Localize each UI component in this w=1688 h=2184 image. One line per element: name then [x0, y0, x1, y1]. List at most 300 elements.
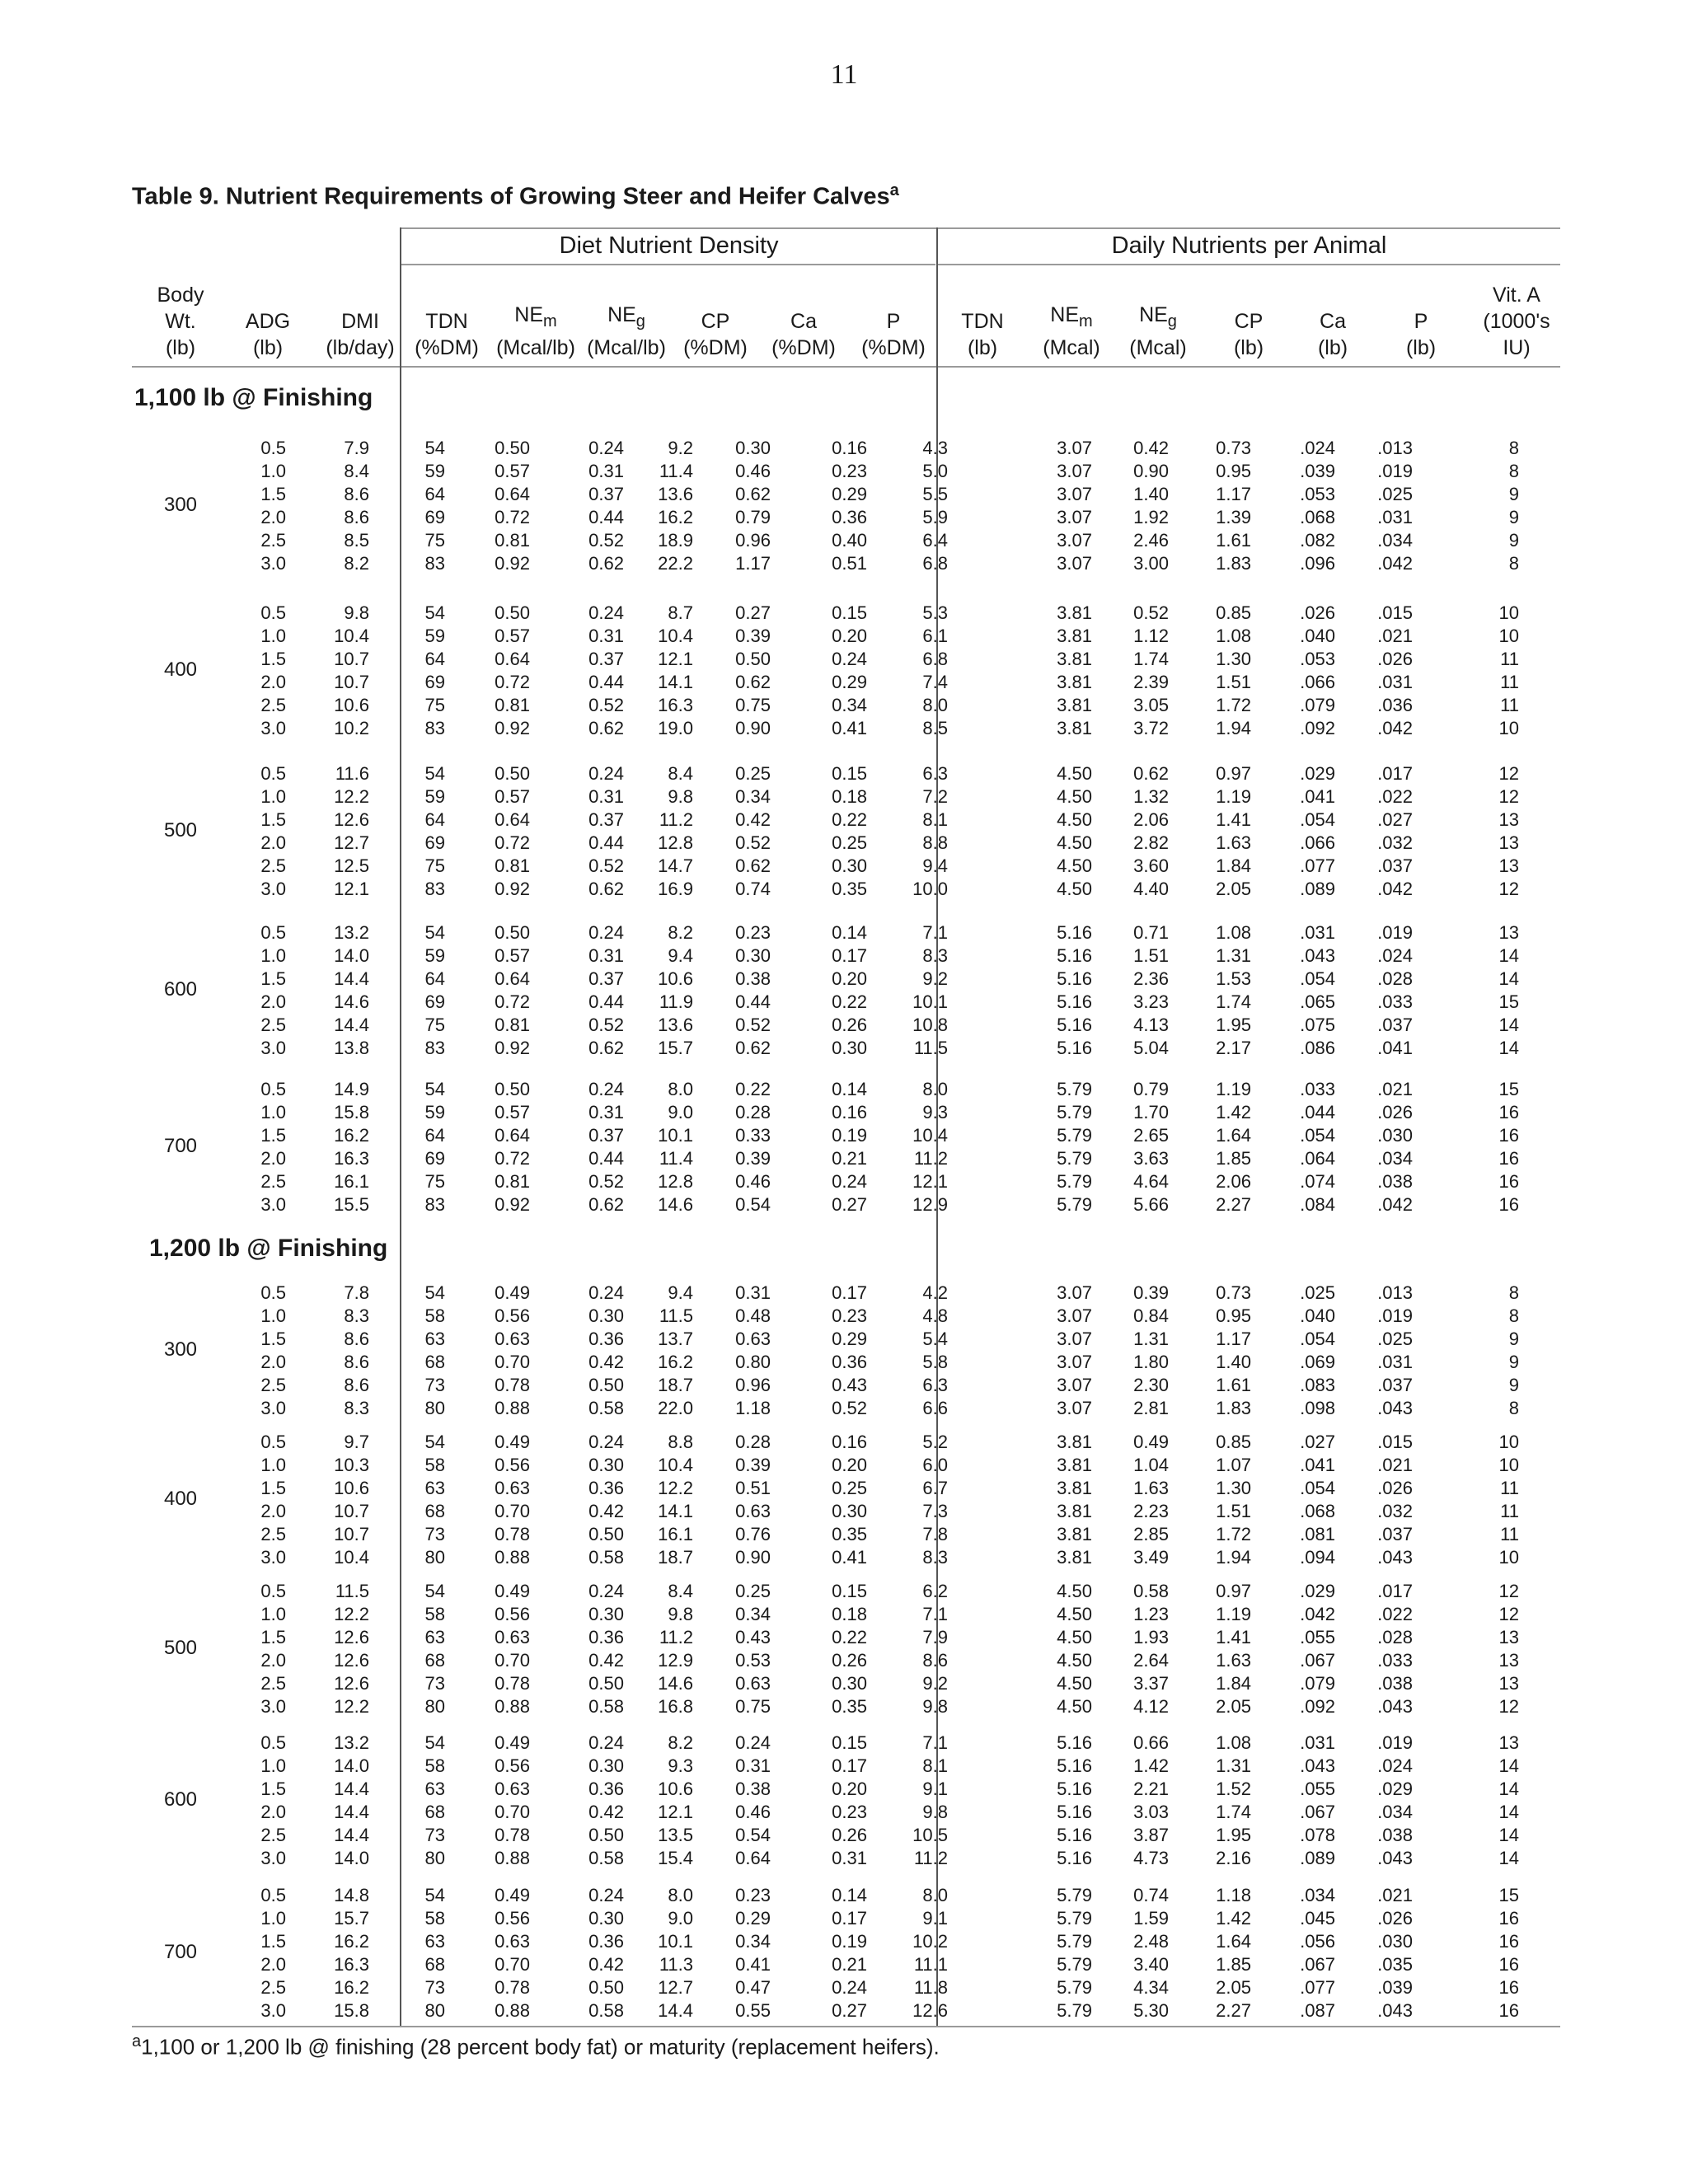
table-cell: 59 [424, 786, 445, 807]
table-cell: 0.15 [832, 1732, 867, 1753]
table-cell: 13 [1498, 1627, 1519, 1647]
table-cell: 8.5 [922, 718, 948, 738]
table-cell: 1.95 [1216, 1825, 1251, 1845]
table-cell: 10.4 [658, 1455, 693, 1475]
table-cell: 0.5 [260, 763, 286, 784]
table-cell: 10.6 [658, 968, 693, 989]
table-cell: 0.15 [832, 602, 867, 623]
column-header-name: TDN [961, 310, 1004, 333]
top-rule [400, 227, 1560, 229]
table-cell: .025 [1300, 1282, 1335, 1303]
table-cell: 0.53 [735, 1650, 771, 1671]
column-header-line2 [607, 302, 645, 335]
table-cell: 14.6 [658, 1194, 693, 1215]
table-cell: 0.72 [495, 832, 530, 853]
table-cell: 2.5 [260, 695, 286, 715]
table-cell: 14 [1498, 1848, 1519, 1868]
table-cell: 1.41 [1216, 1627, 1251, 1647]
table-cell: 8.0 [922, 1885, 948, 1905]
table-cell: .044 [1300, 1102, 1335, 1122]
table-cell: 2.5 [260, 1171, 286, 1192]
table-cell: 2.0 [260, 832, 286, 853]
table-cell: .021 [1377, 1079, 1413, 1099]
table-cell: 0.42 [588, 1954, 624, 1975]
table-cell: 0.92 [495, 879, 530, 899]
table-cell: 0.36 [588, 1931, 624, 1952]
group-header-diet: Diet Nutrient Density [559, 232, 779, 259]
table-cell: .032 [1377, 1501, 1413, 1521]
table-cell: 16.1 [658, 1524, 693, 1544]
table-cell: 8.0 [922, 695, 948, 715]
table-cell: 4.50 [1057, 1604, 1092, 1624]
table-cell: 0.23 [832, 461, 867, 481]
table-cell: 0.37 [588, 1125, 624, 1146]
table-cell: 0.78 [495, 1977, 530, 1998]
table-cell: 3.0 [260, 1547, 286, 1568]
table-cell: 12 [1498, 1696, 1519, 1717]
table-cell: 0.70 [495, 1352, 530, 1372]
table-cell: 1.63 [1133, 1478, 1169, 1498]
table-cell: 0.35 [832, 879, 867, 899]
table-cell: .098 [1300, 1398, 1335, 1418]
table-cell: 0.75 [735, 695, 771, 715]
table-cell: 0.92 [495, 1194, 530, 1215]
table-cell: 0.95 [1216, 1305, 1251, 1326]
table-cell: 0.75 [735, 1696, 771, 1717]
table-cell: 1.5 [260, 1478, 286, 1498]
table-cell: 0.72 [495, 672, 530, 692]
table-cell: 0.63 [735, 1673, 771, 1694]
table-cell: .042 [1377, 1194, 1413, 1215]
table-cell: 2.85 [1133, 1524, 1169, 1544]
table-cell: 15.8 [334, 2000, 369, 2021]
table-cell: 2.23 [1133, 1501, 1169, 1521]
table-cell: 14.7 [658, 855, 693, 876]
table-cell: 4.50 [1057, 832, 1092, 853]
table-cell: 3.07 [1057, 461, 1092, 481]
table-cell: 1.23 [1133, 1604, 1169, 1624]
table-cell: 1.59 [1133, 1908, 1169, 1929]
column-header-unit: (%DM) [683, 336, 748, 359]
table-cell: 0.20 [832, 1455, 867, 1475]
table-cell: 6.7 [922, 1478, 948, 1498]
table-cell: 14 [1498, 1038, 1519, 1058]
column-header-line2 [425, 308, 467, 335]
table-cell: 4.50 [1057, 1650, 1092, 1671]
table-cell: 13 [1498, 1732, 1519, 1753]
table-cell: .015 [1377, 602, 1413, 623]
table-cell: 0.31 [588, 945, 624, 966]
table-cell: .040 [1300, 1305, 1335, 1326]
table-cell: 0.56 [495, 1604, 530, 1624]
table-cell: .031 [1377, 507, 1413, 527]
table-cell: 0.18 [832, 1604, 867, 1624]
table-cell: 0.30 [832, 1501, 867, 1521]
table-cell: .031 [1377, 1352, 1413, 1372]
table-cell: 73 [424, 1825, 445, 1845]
table-cell: 0.25 [735, 763, 771, 784]
table-cell: 4.50 [1057, 879, 1092, 899]
table-cell: .067 [1300, 1650, 1335, 1671]
table-cell: 0.49 [495, 1432, 530, 1452]
table-cell: 0.96 [735, 530, 771, 551]
table-cell: 13 [1498, 832, 1519, 853]
table-cell: 0.39 [1133, 1282, 1169, 1303]
table-cell: 0.62 [735, 672, 771, 692]
table-cell: 0.56 [495, 1908, 530, 1929]
column-header-subscript: g [1167, 312, 1177, 330]
table-cell: 59 [424, 461, 445, 481]
table-cell: 10.7 [334, 649, 369, 669]
table-cell: 10.1 [912, 991, 948, 1012]
table-cell: 3.81 [1057, 718, 1092, 738]
table-cell: 0.64 [495, 809, 530, 830]
table-cell: 83 [424, 879, 445, 899]
table-cell: 8.5 [344, 530, 369, 551]
table-cell: 2.0 [260, 1352, 286, 1372]
table-cell: .045 [1300, 1908, 1335, 1929]
table-cell: 5.16 [1057, 945, 1092, 966]
table-cell: .043 [1300, 1755, 1335, 1776]
table-cell: .087 [1300, 2000, 1335, 2021]
table-cell: 5.4 [922, 1329, 948, 1349]
table-cell: 16 [1498, 1908, 1519, 1929]
table-cell: 0.58 [588, 1547, 624, 1568]
column-header-line2 [790, 308, 817, 335]
table-cell: 12.6 [334, 1673, 369, 1694]
table-cell: 58 [424, 1305, 445, 1326]
table-cell: 12 [1498, 763, 1519, 784]
table-cell: 1.61 [1216, 1375, 1251, 1395]
table-cell: 0.5 [260, 438, 286, 458]
table-cell: .034 [1377, 530, 1413, 551]
table-cell: 0.50 [588, 1977, 624, 1998]
table-cell: 0.92 [495, 718, 530, 738]
table-cell: 4.13 [1133, 1015, 1169, 1035]
column-header-unit: (lb) [967, 336, 998, 359]
table-cell: 8.6 [344, 484, 369, 504]
table-cell: 0.62 [588, 879, 624, 899]
table-cell: 1.08 [1216, 922, 1251, 943]
table-cell: 0.51 [735, 1478, 771, 1498]
table-cell: 0.92 [495, 1038, 530, 1058]
table-cell: 0.52 [735, 1015, 771, 1035]
table-cell: 7.1 [922, 922, 948, 943]
table-cell: 10.2 [912, 1931, 948, 1952]
body-weight-label: 500 [163, 1637, 198, 1659]
table-cell: .054 [1300, 1478, 1335, 1498]
table-cell: 0.95 [1216, 461, 1251, 481]
table-cell: 0.57 [495, 1102, 530, 1122]
table-cell: 16 [1498, 1125, 1519, 1146]
table-cell: 1.53 [1216, 968, 1251, 989]
table-cell: 2.5 [260, 530, 286, 551]
table-cell: 2.5 [260, 1375, 286, 1395]
table-cell: 5.79 [1057, 1885, 1092, 1905]
column-header-name: NE [514, 303, 544, 326]
table-cell: 4.50 [1057, 1696, 1092, 1717]
table-cell: 11.2 [913, 1848, 948, 1868]
table-cell: 13 [1498, 1673, 1519, 1694]
table-cell: 7.2 [922, 786, 948, 807]
table-cell: 2.5 [260, 1673, 286, 1694]
table-cell: .026 [1377, 1478, 1413, 1498]
table-cell: 0.26 [832, 1650, 867, 1671]
table-cell: 13 [1498, 1650, 1519, 1671]
table-cell: 0.90 [1133, 461, 1169, 481]
table-cell: 0.29 [735, 1908, 771, 1929]
table-cell: 69 [424, 832, 445, 853]
table-cell: 80 [424, 1398, 445, 1418]
table-cell: 0.5 [260, 602, 286, 623]
body-weight-label: 600 [163, 978, 198, 1001]
table-cell: 0.54 [735, 1825, 771, 1845]
table-cell: 1.5 [260, 1931, 286, 1952]
table-cell: 14.1 [658, 672, 693, 692]
table-cell: 11.5 [659, 1305, 693, 1326]
table-cell: 1.31 [1216, 945, 1251, 966]
table-cell: 0.62 [588, 553, 624, 574]
table-cell: 14.0 [334, 945, 369, 966]
table-cell: 9.4 [668, 1282, 693, 1303]
table-cell: 22.0 [658, 1398, 693, 1418]
table-cell: 1.5 [260, 1125, 286, 1146]
table-cell: 14.4 [334, 1802, 369, 1822]
table-cell: 0.23 [832, 1305, 867, 1326]
table-cell: 69 [424, 991, 445, 1012]
table-cell: 54 [424, 602, 445, 623]
table-cell: 14.4 [334, 968, 369, 989]
column-header-name: P [886, 310, 901, 333]
table-cell: .077 [1300, 855, 1335, 876]
table-cell: 12.1 [912, 1171, 948, 1192]
table-cell: 68 [424, 1501, 445, 1521]
table-cell: 11 [1500, 1501, 1519, 1521]
table-cell: 8.2 [668, 922, 693, 943]
table-cell: 6.0 [922, 1455, 948, 1475]
table-cell: 0.30 [588, 1604, 624, 1624]
table-cell: 10.6 [658, 1779, 693, 1799]
table-cell: 0.42 [735, 809, 771, 830]
table-cell: .028 [1377, 968, 1413, 989]
table-cell: .035 [1377, 1954, 1413, 1975]
table-cell: 58 [424, 1755, 445, 1776]
section-title: 1,100 lb @ Finishing [134, 384, 373, 411]
table-cell: 0.97 [1216, 763, 1251, 784]
table-cell: 3.81 [1057, 626, 1092, 646]
table-cell: 2.21 [1133, 1779, 1169, 1799]
table-cell: 1.30 [1216, 1478, 1251, 1498]
table-cell: 80 [424, 1848, 445, 1868]
column-header-name: NE [1050, 303, 1080, 326]
table-cell: 0.27 [832, 2000, 867, 2021]
table-cell: 2.27 [1216, 1194, 1251, 1215]
table-cell: 9.2 [922, 1673, 948, 1694]
table-cell: .075 [1300, 1015, 1335, 1035]
table-cell: 0.81 [495, 1171, 530, 1192]
column-header-subscript: g [635, 312, 645, 330]
table-cell: 1.85 [1216, 1148, 1251, 1169]
table-cell: 5.16 [1057, 1802, 1092, 1822]
table-cell: 1.31 [1133, 1329, 1169, 1349]
table-cell: .033 [1377, 991, 1413, 1012]
table-cell: 3.0 [260, 553, 286, 574]
table-cell: 11 [1500, 649, 1519, 669]
table-cell: 0.24 [735, 1732, 771, 1753]
table-cell: 0.72 [495, 1148, 530, 1169]
table-cell: 3.07 [1057, 1398, 1092, 1418]
table-cell: 0.14 [832, 922, 867, 943]
table-cell: 75 [424, 695, 445, 715]
table-cell: 0.24 [588, 438, 624, 458]
table-cell: 0.37 [588, 484, 624, 504]
column-header [1283, 279, 1382, 361]
table-cell: 15.4 [658, 1848, 693, 1868]
table-cell: 2.65 [1133, 1125, 1169, 1146]
table-cell: 8.8 [922, 832, 948, 853]
table-cell: 0.25 [735, 1581, 771, 1601]
table-cell: 2.27 [1216, 2000, 1251, 2021]
table-cell: 0.38 [735, 968, 771, 989]
table-cell: 6.8 [922, 553, 948, 574]
table-cell: 1.31 [1216, 1755, 1251, 1776]
table-cell: 0.23 [735, 922, 771, 943]
table-cell: 2.5 [260, 1015, 286, 1035]
table-cell: 11.2 [913, 1148, 948, 1169]
table-cell: 0.88 [495, 1848, 530, 1868]
table-cell: 73 [424, 1524, 445, 1544]
table-cell: .042 [1377, 718, 1413, 738]
table-cell: 8.2 [344, 553, 369, 574]
table-cell: 3.87 [1133, 1825, 1169, 1845]
table-cell: 13 [1498, 809, 1519, 830]
table-cell: 10 [1498, 1455, 1519, 1475]
column-header [933, 279, 1032, 361]
table-cell: 7.1 [922, 1604, 948, 1624]
table-cell: 10 [1498, 602, 1519, 623]
table-cell: 13.2 [334, 922, 369, 943]
table-cell: 0.55 [735, 2000, 771, 2021]
table-cell: 14 [1498, 1755, 1519, 1776]
table-cell: 0.37 [588, 968, 624, 989]
table-cell: 0.63 [495, 1329, 530, 1349]
table-cell: 0.52 [588, 1171, 624, 1192]
table-cell: 15 [1498, 1079, 1519, 1099]
table-cell: 9.8 [922, 1802, 948, 1822]
table-cell: .034 [1377, 1802, 1413, 1822]
table-cell: 0.50 [495, 763, 530, 784]
table-cell: 9 [1508, 530, 1519, 551]
table-cell: 0.27 [735, 602, 771, 623]
table-cell: .034 [1377, 1148, 1413, 1169]
table-cell: 0.57 [495, 626, 530, 646]
table-cell: 69 [424, 507, 445, 527]
table-cell: 1.84 [1216, 1673, 1251, 1694]
table-cell: 4.50 [1057, 1673, 1092, 1694]
table-cell: 0.14 [832, 1885, 867, 1905]
table-cell: 54 [424, 1581, 445, 1601]
table-cell: 0.34 [735, 786, 771, 807]
column-header [844, 279, 943, 361]
table-cell: 0.39 [735, 1455, 771, 1475]
table-cell: 1.32 [1133, 786, 1169, 807]
table-cell: 2.0 [260, 672, 286, 692]
table-cell: 6.4 [922, 530, 948, 551]
column-header [311, 279, 410, 361]
table-cell: 3.0 [260, 1398, 286, 1418]
table-cell: 0.63 [495, 1478, 530, 1498]
table-footnote: $^a$1,100 or 1,200 lb @ finishing (28 percent body fat) or maturity (replacement heifers). [132, 2032, 940, 2060]
table-cell: 2.5 [260, 1825, 286, 1845]
table-cell: .019 [1377, 922, 1413, 943]
body-weight-label: 600 [163, 1788, 198, 1811]
column-header [1372, 279, 1470, 361]
table-cell: 0.42 [588, 1802, 624, 1822]
table-cell: .021 [1377, 626, 1413, 646]
table-cell: 0.56 [495, 1455, 530, 1475]
column-header-name: ADG [245, 310, 291, 333]
table-cell: 0.25 [832, 1478, 867, 1498]
table-cell: 0.30 [588, 1455, 624, 1475]
table-cell: 0.62 [735, 484, 771, 504]
table-cell: 0.30 [588, 1908, 624, 1929]
table-cell: .025 [1377, 484, 1413, 504]
table-cell: 14 [1498, 1825, 1519, 1845]
table-cell: 0.62 [588, 1038, 624, 1058]
column-header-line2 [1414, 308, 1428, 335]
table-cell: 5.16 [1057, 1015, 1092, 1035]
table-cell: 2.81 [1133, 1398, 1169, 1418]
header-bottom-rule [132, 366, 1560, 368]
table-cell: .054 [1300, 809, 1335, 830]
table-cell: .077 [1300, 1977, 1335, 1998]
table-bottom-rule [132, 2026, 1560, 2027]
table-cell: 8 [1508, 553, 1519, 574]
table-cell: 68 [424, 1802, 445, 1822]
table-cell: 0.24 [832, 649, 867, 669]
table-cell: 16.9 [658, 879, 693, 899]
table-cell: 0.24 [588, 602, 624, 623]
table-cell: 5.16 [1057, 1825, 1092, 1845]
table-cell: 0.22 [832, 991, 867, 1012]
table-cell: 13 [1498, 855, 1519, 876]
table-cell: 14.0 [334, 1755, 369, 1776]
table-cell: 9 [1508, 507, 1519, 527]
table-cell: 68 [424, 1650, 445, 1671]
table-cell: 1.74 [1133, 649, 1169, 669]
table-cell: 2.0 [260, 1954, 286, 1975]
table-cell: .026 [1377, 649, 1413, 669]
table-cell: 8.2 [668, 1732, 693, 1753]
table-cell: 5.16 [1057, 1755, 1092, 1776]
table-cell: 0.40 [832, 530, 867, 551]
table-cell: 64 [424, 809, 445, 830]
column-header-name: Wt. [165, 310, 196, 333]
column-header-line2 [1050, 302, 1092, 335]
table-cell: 0.24 [588, 1282, 624, 1303]
table-cell: 0.51 [832, 553, 867, 574]
table-cell: .028 [1377, 1627, 1413, 1647]
table-cell: 2.17 [1216, 1038, 1251, 1058]
table-cell: .043 [1377, 1398, 1413, 1418]
table-cell: 0.31 [588, 461, 624, 481]
table-cell: 12.7 [334, 832, 369, 853]
table-cell: 12.8 [658, 1171, 693, 1192]
table-cell: .026 [1377, 1102, 1413, 1122]
table-cell: 0.30 [832, 1673, 867, 1694]
table-cell: .031 [1377, 672, 1413, 692]
table-cell: 0.80 [735, 1352, 771, 1372]
